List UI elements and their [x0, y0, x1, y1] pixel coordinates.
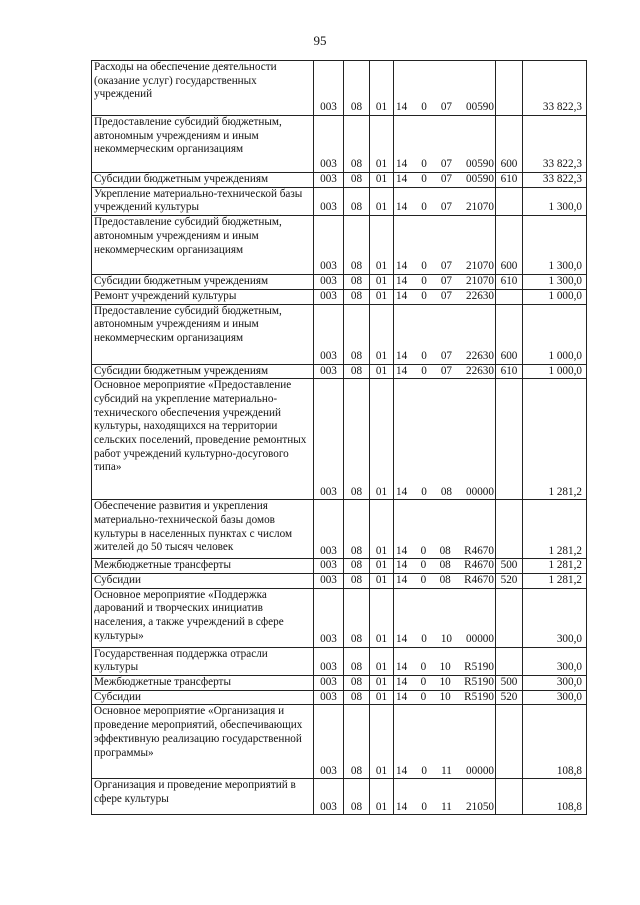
amount: 1 281,2 [523, 559, 587, 574]
code-target-3: 07 [440, 260, 452, 273]
code-ved: 003 [314, 379, 344, 500]
amount: 300,0 [523, 647, 587, 675]
code-target [394, 187, 496, 215]
table-row [92, 647, 587, 675]
row-name: Укрепление материально-технической базы учреждений культуры [92, 187, 314, 215]
code-target-3: 11 [441, 800, 452, 813]
code-pr: 01 [370, 61, 394, 116]
code-target-2: 0 [421, 485, 427, 498]
table-row [92, 705, 587, 779]
amount: 33 822,3 [523, 173, 587, 188]
table-row [92, 676, 587, 691]
code-vr: 610 [496, 173, 523, 188]
code-rz: 08 [344, 379, 370, 500]
table-row [92, 588, 587, 647]
table-row [92, 187, 587, 215]
amount: 1 000,0 [523, 289, 587, 304]
budget-table-body [92, 61, 587, 815]
code-pr: 01 [370, 304, 394, 364]
row-name: Субсидии бюджетным учреждениям [92, 364, 314, 379]
code-target-4: 00590 [466, 101, 494, 114]
code-rz: 08 [344, 216, 370, 275]
code-target-2: 0 [420, 661, 427, 674]
code-target-4: 22630 [466, 349, 494, 362]
code-ved: 003 [314, 61, 344, 116]
code-target-4: R5190 [464, 661, 494, 674]
code-ved: 003 [314, 500, 344, 559]
code-pr: 01 [370, 173, 394, 188]
code-target-3: 10 [439, 661, 451, 674]
code-vr [496, 647, 523, 675]
code-target [394, 173, 496, 188]
code-target-4: 21050 [466, 800, 494, 813]
code-target-3: 08 [440, 485, 452, 498]
code-vr [496, 500, 523, 559]
code-target [394, 647, 496, 675]
code-vr: 610 [496, 364, 523, 379]
row-name: Межбюджетные трансферты [92, 559, 314, 574]
code-target-2: 0 [421, 349, 427, 362]
amount: 1 281,2 [523, 573, 587, 588]
code-target-4: R4670 [464, 573, 494, 586]
code-rz: 08 [344, 289, 370, 304]
code-target-3: 07 [440, 364, 452, 377]
code-ved: 003 [314, 690, 344, 705]
code-target-4: R5190 [464, 690, 494, 703]
row-name: Межбюджетные трансферты [92, 676, 314, 691]
table-row [92, 116, 587, 173]
code-target-4: 22630 [466, 289, 494, 302]
code-target-2: 0 [421, 764, 427, 777]
code-target-1: 14 [396, 800, 408, 813]
code-vr: 500 [496, 559, 523, 574]
row-name: Субсидии бюджетным учреждениям [92, 173, 314, 188]
code-target-3: 07 [440, 173, 452, 185]
code-vr: 600 [496, 216, 523, 275]
amount: 108,8 [523, 779, 587, 815]
code-target-2: 0 [421, 173, 427, 185]
row-name: Основное мероприятие «Организация и проведение мероприятий, обеспечивающих эффективную реализацию государственной программы» [92, 705, 314, 779]
code-target-4: 00000 [466, 485, 494, 498]
code-ved: 003 [314, 275, 344, 290]
code-pr: 01 [370, 573, 394, 588]
code-ved: 003 [314, 559, 344, 574]
code-rz: 08 [344, 559, 370, 574]
code-target-3: 10 [440, 632, 452, 645]
code-rz: 08 [344, 173, 370, 188]
code-target [394, 379, 496, 500]
code-vr: 520 [496, 573, 523, 588]
code-target-1: 14 [396, 485, 408, 498]
code-target-4: 00590 [466, 158, 494, 171]
code-target-2: 0 [421, 364, 427, 377]
table-row [92, 173, 587, 188]
code-target-4: 22630 [466, 364, 494, 377]
code-ved: 003 [314, 573, 344, 588]
code-pr: 01 [370, 116, 394, 173]
code-target [394, 116, 496, 173]
code-pr: 01 [370, 588, 394, 647]
code-target-1: 14 [396, 690, 408, 703]
code-target-4: R4670 [464, 559, 494, 572]
code-target-1: 14 [396, 173, 408, 185]
code-target-3: 07 [440, 289, 452, 302]
code-target-2: 0 [421, 260, 427, 273]
code-target-4: R5190 [464, 676, 494, 689]
code-target [394, 289, 496, 304]
code-target-2: 0 [421, 201, 427, 214]
budget-table [91, 60, 587, 815]
code-ved: 003 [314, 779, 344, 815]
code-target-1: 14 [396, 764, 408, 777]
code-rz: 08 [344, 187, 370, 215]
table-row [92, 779, 587, 815]
code-target-3: 07 [440, 101, 452, 114]
code-target-1: 14 [396, 632, 408, 645]
code-ved: 003 [314, 216, 344, 275]
code-target-2: 0 [420, 690, 427, 703]
code-rz: 08 [344, 304, 370, 364]
code-target-1: 14 [396, 201, 408, 214]
code-target-2: 0 [420, 676, 427, 689]
row-name: Предоставление субсидий бюджетным, автономным учреждениям и иным некоммерческим организациям [92, 216, 314, 275]
code-ved: 003 [314, 676, 344, 691]
code-target-1: 14 [396, 364, 408, 377]
code-target-3: 08 [439, 559, 451, 572]
row-name: Государственная поддержка отрасли культуры [92, 647, 314, 675]
code-ved: 003 [314, 588, 344, 647]
row-name: Предоставление субсидий бюджетным, автономным учреждениям и иным некоммерческим организациям [92, 116, 314, 173]
code-ved: 003 [314, 364, 344, 379]
code-vr [496, 379, 523, 500]
code-ved: 003 [314, 304, 344, 364]
page-number: 95 [313, 33, 327, 48]
amount: 1 000,0 [523, 304, 587, 364]
table-row [92, 304, 587, 364]
code-rz: 08 [344, 275, 370, 290]
code-rz: 08 [344, 676, 370, 691]
code-target-3: 10 [439, 676, 451, 689]
row-name: Субсидии бюджетным учреждениям [92, 275, 314, 290]
row-name: Ремонт учреждений культуры [92, 289, 314, 304]
row-name: Основное мероприятие «Предоставление субсидий на укрепление материально-технического обеспечения учреждений культуры, находящихся на территории сельских поселений, проведение ремонтных работ учреждений культурно-досугового типа» [92, 379, 314, 500]
code-pr: 01 [370, 275, 394, 290]
code-vr [496, 187, 523, 215]
amount: 300,0 [523, 588, 587, 647]
code-pr: 01 [370, 187, 394, 215]
code-target-2: 0 [421, 632, 427, 645]
code-rz: 08 [344, 705, 370, 779]
table-row [92, 61, 587, 116]
table-row [92, 216, 587, 275]
amount: 33 822,3 [523, 61, 587, 116]
amount: 1 281,2 [523, 379, 587, 500]
table-row [92, 573, 587, 588]
code-rz: 08 [344, 779, 370, 815]
code-ved: 003 [314, 705, 344, 779]
code-target-3: 08 [439, 573, 451, 586]
code-target [394, 573, 496, 588]
code-target-1: 14 [396, 676, 408, 689]
code-target-3: 07 [440, 349, 452, 362]
code-target-2: 0 [420, 573, 427, 586]
amount: 1 000,0 [523, 364, 587, 379]
code-vr: 520 [496, 690, 523, 705]
code-target-1: 14 [396, 661, 408, 674]
amount: 300,0 [523, 690, 587, 705]
code-ved: 003 [314, 187, 344, 215]
code-rz: 08 [344, 61, 370, 116]
code-target-1: 14 [396, 544, 408, 557]
code-rz: 08 [344, 500, 370, 559]
code-pr: 01 [370, 779, 394, 815]
code-target-4: R4670 [464, 544, 494, 557]
code-vr [496, 289, 523, 304]
code-target-4: 21070 [466, 275, 494, 288]
row-name: Основное мероприятие «Поддержка дарований и творческих инициатив населения, а также учреждений в сфере культуры» [92, 588, 314, 647]
code-rz: 08 [344, 588, 370, 647]
code-ved: 003 [314, 173, 344, 188]
code-target-4: 00000 [466, 764, 494, 777]
code-pr: 01 [370, 364, 394, 379]
code-target-4: 00000 [466, 632, 494, 645]
code-target-1: 14 [396, 158, 408, 171]
code-target-1: 14 [396, 275, 408, 288]
code-target-2: 0 [420, 544, 427, 557]
code-target-1: 14 [396, 573, 408, 586]
code-target-2: 0 [421, 101, 427, 114]
code-vr: 600 [496, 116, 523, 173]
code-pr: 01 [370, 559, 394, 574]
code-vr: 600 [496, 304, 523, 364]
code-target-1: 14 [396, 260, 408, 273]
amount: 1 281,2 [523, 500, 587, 559]
code-rz: 08 [344, 573, 370, 588]
code-target-3: 07 [440, 201, 452, 214]
code-target-2: 0 [421, 158, 427, 171]
code-pr: 01 [370, 705, 394, 779]
code-target-3: 11 [441, 764, 452, 777]
code-target-4: 00590 [466, 173, 494, 185]
table-row [92, 559, 587, 574]
code-target-1: 14 [396, 559, 408, 572]
code-target [394, 559, 496, 574]
code-target-1: 14 [396, 349, 408, 362]
code-target [394, 275, 496, 290]
amount: 33 822,3 [523, 116, 587, 173]
code-target-4: 21070 [466, 260, 494, 273]
code-vr: 610 [496, 275, 523, 290]
code-rz: 08 [344, 364, 370, 379]
table-row [92, 690, 587, 705]
code-target [394, 61, 496, 116]
code-target-2: 0 [420, 559, 427, 572]
code-target-1: 14 [396, 289, 408, 302]
table-row [92, 364, 587, 379]
code-target [394, 364, 496, 379]
amount: 1 300,0 [523, 187, 587, 215]
code-rz: 08 [344, 647, 370, 675]
code-pr: 01 [370, 289, 394, 304]
code-target-2: 0 [421, 800, 427, 813]
code-target-4: 21070 [466, 201, 494, 214]
code-vr [496, 705, 523, 779]
code-target-3: 07 [440, 275, 452, 288]
code-target [394, 779, 496, 815]
row-name: Организация и проведение мероприятий в сфере культуры [92, 779, 314, 815]
code-pr: 01 [370, 676, 394, 691]
code-target [394, 216, 496, 275]
code-ved: 003 [314, 116, 344, 173]
code-vr [496, 779, 523, 815]
table-row [92, 379, 587, 500]
code-vr [496, 61, 523, 116]
code-pr: 01 [370, 647, 394, 675]
code-pr: 01 [370, 379, 394, 500]
row-name: Расходы на обеспечение деятельности (оказание услуг) государственных учреждений [92, 61, 314, 116]
code-target-2: 0 [421, 275, 427, 288]
row-name: Субсидии [92, 573, 314, 588]
code-target [394, 705, 496, 779]
code-ved: 003 [314, 647, 344, 675]
row-name: Субсидии [92, 690, 314, 705]
amount: 300,0 [523, 676, 587, 691]
code-vr [496, 588, 523, 647]
row-name: Обеспечение развития и укрепления материально-технической базы домов культуры в населенных пунктах с числом жителей до 50 тысяч человек [92, 500, 314, 559]
code-target [394, 690, 496, 705]
row-name: Предоставление субсидий бюджетным, автономным учреждениям и иным некоммерческим организациям [92, 304, 314, 364]
code-ved: 003 [314, 289, 344, 304]
code-rz: 08 [344, 690, 370, 705]
code-vr: 500 [496, 676, 523, 691]
table-row [92, 275, 587, 290]
code-target [394, 304, 496, 364]
code-rz: 08 [344, 116, 370, 173]
code-target-2: 0 [421, 289, 427, 302]
code-pr: 01 [370, 500, 394, 559]
code-target [394, 588, 496, 647]
code-target-3: 08 [439, 544, 451, 557]
table-row [92, 289, 587, 304]
code-target [394, 676, 496, 691]
amount: 108,8 [523, 705, 587, 779]
amount: 1 300,0 [523, 216, 587, 275]
table-row [92, 500, 587, 559]
code-pr: 01 [370, 690, 394, 705]
code-target-3: 10 [439, 690, 451, 703]
amount: 1 300,0 [523, 275, 587, 290]
code-pr: 01 [370, 216, 394, 275]
code-target-1: 14 [396, 101, 408, 114]
code-target-3: 07 [440, 158, 452, 171]
code-target [394, 500, 496, 559]
